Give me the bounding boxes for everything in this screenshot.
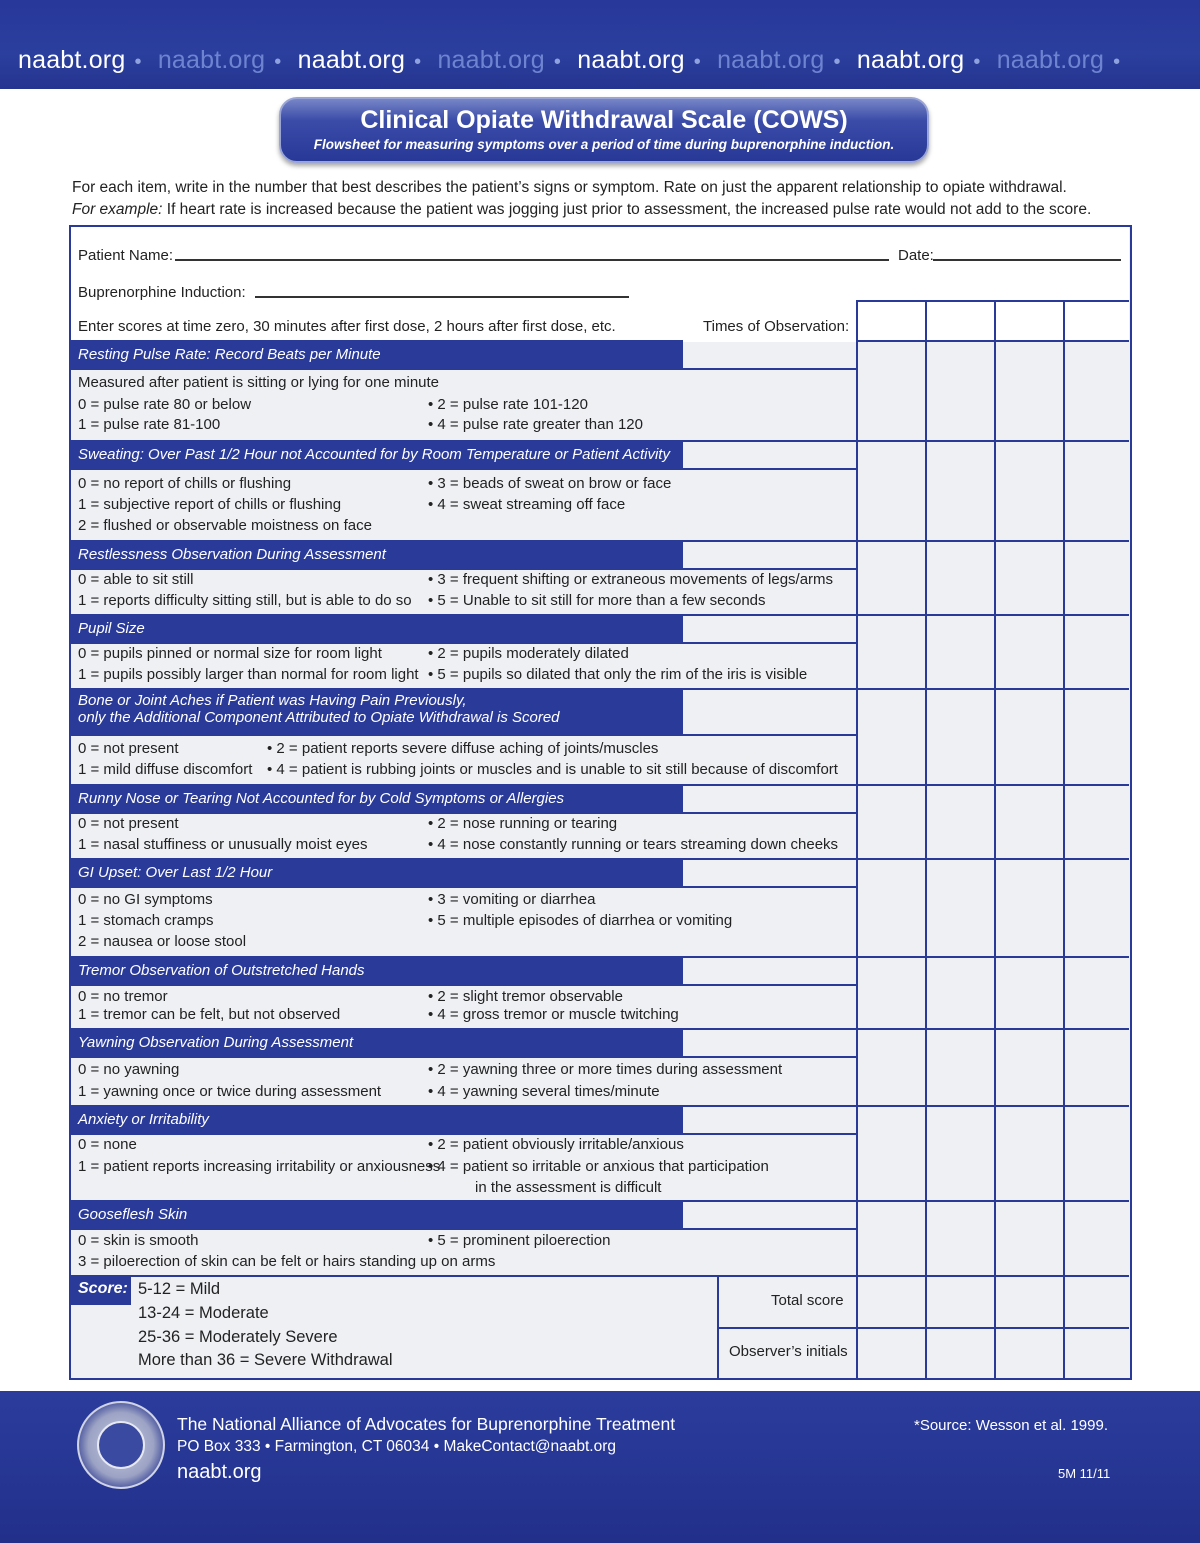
score-option: • 4 = pulse rate greater than 120 — [428, 416, 643, 433]
section-title-pulse: Resting Pulse Rate: Record Beats per Minute — [71, 340, 683, 370]
score-option: in the assessment is difficult — [475, 1179, 662, 1196]
section-title-restlessness: Restlessness Observation During Assessment — [71, 540, 683, 570]
score-option: • 3 = beads of sweat on brow or face — [428, 475, 672, 492]
org-name: The National Alliance of Advocates for Buprenorphine Treatment — [177, 1414, 676, 1434]
score-row-separator — [717, 1327, 1129, 1329]
score-option: 0 = no tremor — [78, 988, 168, 1005]
score-option: 2 = nausea or loose stool — [78, 933, 247, 950]
total-score-label: Total score — [771, 1292, 844, 1309]
score-option: • 3 = frequent shifting or extraneous movements of legs/arms — [428, 571, 834, 588]
bullet: • — [414, 51, 422, 73]
patient-name-label: Patient Name: — [78, 247, 174, 264]
intro-line-1: For each item, write in the number that best describes the patient’s signs or symptom. Rate on just the apparent relationship to opiate withdrawal. — [72, 179, 1067, 196]
section-rule — [683, 812, 857, 814]
section-title-line: Bone or Joint Aches if Patient was Having Pain Previously, — [78, 692, 467, 709]
score-option: 0 = none — [78, 1136, 137, 1153]
title-pill — [279, 97, 929, 163]
section-rule — [683, 642, 857, 644]
score-option: 0 = not present — [78, 740, 179, 757]
banner-link[interactable]: naabt.org — [297, 46, 406, 74]
section-title-pupil: Pupil Size — [71, 614, 683, 644]
banner-link[interactable]: naabt.org — [856, 46, 965, 74]
score-option: 1 = mild diffuse discomfort — [78, 761, 253, 778]
section-rule — [683, 568, 857, 570]
score-option: 0 = skin is smooth — [78, 1232, 199, 1249]
induction-field[interactable] — [255, 296, 629, 298]
section-title-runny-nose: Runny Nose or Tearing Not Accounted for by Cold Symptoms or Allergies — [71, 784, 683, 814]
section-rule — [683, 734, 857, 736]
section-rule — [683, 468, 857, 470]
grid-column-line — [925, 300, 927, 1378]
score-option: • 2 = patient obviously irritable/anxious — [428, 1136, 684, 1153]
patient-name-field[interactable] — [175, 259, 889, 261]
bullet: • — [833, 51, 841, 73]
page-subtitle: Flowsheet for measuring symptoms over a period of time during buprenorphine induction. — [313, 137, 895, 152]
date-label: Date: — [898, 247, 934, 264]
score-option: 1 = reports difficulty sitting still, but is able to do so — [78, 592, 412, 609]
intro-line-2 — [72, 199, 1152, 221]
score-option: • 5 = pupils so dilated that only the rim of the iris is visible — [428, 666, 808, 683]
score-option: 0 = no report of chills or flushing — [78, 475, 292, 492]
section-title-yawning: Yawning Observation During Assessment — [71, 1028, 683, 1058]
instructions-text: Enter scores at time zero, 30 minutes after first dose, 2 hours after first dose, etc. — [78, 318, 616, 335]
score-option: • 4 = nose constantly running or tears streaming down cheeks — [428, 836, 839, 853]
score-option: 0 = not present — [78, 815, 179, 832]
score-option: • 2 = nose running or tearing — [428, 815, 618, 832]
score-option: • 2 = slight tremor observable — [428, 988, 623, 1005]
induction-label: Buprenorphine Induction: — [78, 284, 246, 301]
page-title: Clinical Opiate Withdrawal Scale (COWS) — [360, 106, 848, 134]
section-title-anxiety: Anxiety or Irritability — [71, 1105, 683, 1135]
section-rule — [683, 1228, 857, 1230]
score-option: • 2 = yawning three or more times during assessment — [428, 1061, 783, 1078]
section-rule — [683, 984, 857, 986]
bullet: • — [693, 51, 701, 73]
date-field[interactable] — [933, 259, 1121, 261]
banner-link[interactable]: naabt.org — [577, 46, 685, 74]
section-title-tremor: Tremor Observation of Outstretched Hands — [71, 956, 683, 986]
score-option: 0 = no yawning — [78, 1061, 180, 1078]
bullet: • — [274, 51, 282, 73]
banner-link[interactable]: naabt.org — [717, 46, 825, 74]
naabt-seal-logo — [77, 1401, 165, 1489]
times-of-observation-label: Times of Observation: — [703, 318, 850, 335]
score-option: 1 = subjective report of chills or flushing — [78, 496, 342, 513]
seal-center — [97, 1421, 145, 1469]
banner-link[interactable]: naabt.org — [18, 46, 126, 74]
banner-row — [18, 46, 1129, 75]
grid-column-line — [856, 300, 858, 1378]
footer — [0, 1391, 1200, 1543]
score-option: 1 = pulse rate 81-100 — [78, 416, 221, 433]
section-title-aches — [71, 688, 683, 736]
section-rule — [683, 886, 857, 888]
score-option: • 2 = patient reports severe diffuse aching of joints/muscles — [267, 740, 659, 757]
form-code: 5M 11/11 — [1058, 1466, 1111, 1481]
score-option: • 2 = pulse rate 101-120 — [428, 396, 588, 413]
example-label: For example: — [72, 201, 163, 218]
score-option: 0 = pupils pinned or normal size for room light — [78, 645, 382, 662]
banner-link[interactable]: naabt.org — [996, 46, 1105, 74]
row-separator — [858, 340, 1129, 342]
bullet: • — [1113, 51, 1121, 73]
row-separator — [71, 1275, 1129, 1277]
section-title-line: only the Additional Component Attributed to Opiate Withdrawal is Scored — [78, 709, 560, 726]
footer-site-link[interactable]: naabt.org — [177, 1461, 262, 1483]
score-option: • 4 = patient is rubbing joints or muscles and is unable to sit still because of discomfort — [267, 761, 838, 778]
score-range: More than 36 = Severe Withdrawal — [138, 1351, 393, 1369]
section-rule — [683, 1133, 857, 1135]
example-text: If heart rate is increased because the patient was jogging just prior to assessment, the increased pulse rate would not add to the score. — [162, 201, 1092, 218]
top-banner — [0, 0, 1200, 89]
score-option: 3 = piloerection of skin can be felt or hairs standing up on arms — [78, 1253, 496, 1270]
score-option: • 4 = gross tremor or muscle twitching — [428, 1006, 679, 1023]
section-title-gi-upset: GI Upset: Over Last 1/2 Hour — [71, 858, 683, 888]
score-option: 1 = yawning once or twice during assessment — [78, 1083, 382, 1100]
score-option: 0 = able to sit still — [78, 571, 194, 588]
source-note: *Source: Wesson et al. 1999. — [914, 1417, 1109, 1434]
score-option: • 4 = yawning several times/minute — [428, 1083, 660, 1100]
score-range: 13-24 = Moderate — [138, 1304, 269, 1322]
score-option: • 4 = sweat streaming off face — [428, 496, 626, 513]
score-option: 0 = no GI symptoms — [78, 891, 213, 908]
section-title-sweating: Sweating: Over Past 1/2 Hour not Accounted for by Room Temperature or Patient Activity — [71, 440, 683, 470]
score-option: • 5 = multiple episodes of diarrhea or vomiting — [428, 912, 733, 929]
score-range: 5-12 = Mild — [138, 1280, 221, 1298]
score-label: Score: — [71, 1275, 131, 1305]
observer-initials-label: Observer’s initials — [729, 1343, 848, 1360]
banner-link[interactable]: naabt.org — [437, 46, 545, 74]
score-option: 2 = flushed or observable moistness on face — [78, 517, 372, 534]
grid-column-line — [1063, 300, 1065, 1378]
score-option: • 3 = vomiting or diarrhea — [428, 891, 596, 908]
section-rule — [683, 368, 857, 370]
banner-link[interactable]: naabt.org — [157, 46, 266, 74]
score-option: 1 = nasal stuffiness or unusually moist eyes — [78, 836, 368, 853]
score-option: • 2 = pupils moderately dilated — [428, 645, 629, 662]
score-option: • 5 = Unable to sit still for more than a few seconds — [428, 592, 766, 609]
section-rule — [683, 1056, 857, 1058]
score-range: 25-36 = Moderately Severe — [138, 1328, 338, 1346]
score-option: 0 = pulse rate 80 or below — [78, 396, 252, 413]
section-text: Measured after patient is sitting or lying for one minute — [78, 374, 440, 391]
bullet: • — [553, 51, 562, 73]
intro-text — [72, 177, 1152, 221]
cows-form — [69, 225, 1132, 1380]
bullet: • — [134, 51, 142, 73]
score-option: 1 = patient reports increasing irritability or anxiousness — [78, 1158, 441, 1175]
section-title-gooseflesh: Gooseflesh Skin — [71, 1200, 683, 1230]
bullet: • — [973, 51, 981, 73]
org-address[interactable]: PO Box 333 • Farmington, CT 06034 • MakeContact@naabt.org — [177, 1438, 617, 1455]
score-option: 1 = pupils possibly larger than normal for room light — [78, 666, 419, 683]
score-option: • 4 = patient so irritable or anxious that participation — [428, 1158, 769, 1175]
score-option: 1 = stomach cramps — [78, 912, 214, 929]
grid-column-line — [994, 300, 996, 1378]
score-option: 1 = tremor can be felt, but not observed — [78, 1006, 341, 1023]
score-option: • 5 = prominent piloerection — [428, 1232, 611, 1249]
